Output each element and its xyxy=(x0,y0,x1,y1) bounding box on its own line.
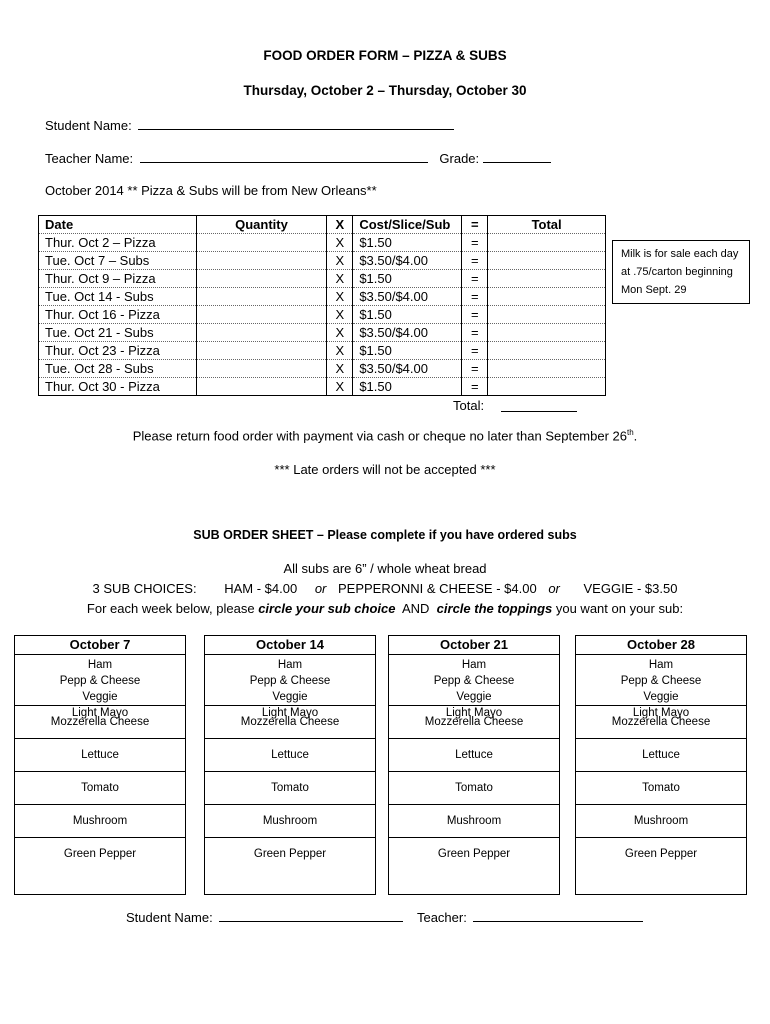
choice-ham: HAM - $4.00 xyxy=(224,581,298,596)
week-label: October 14 xyxy=(205,636,375,655)
order-date: Tue. Oct 28 - Subs xyxy=(39,360,197,378)
return-text: Please return food order with payment via cash or cheque no later than September 26 xyxy=(132,428,627,444)
order-date: Thur. Oct 9 – Pizza xyxy=(39,270,197,288)
order-date: Thur. Oct 2 – Pizza xyxy=(39,234,197,252)
equals-sign: = xyxy=(462,252,488,270)
times-sign: X xyxy=(327,306,353,324)
quantity-cell[interactable] xyxy=(196,360,327,378)
order-date: Thur. Oct 16 - Pizza xyxy=(39,306,197,324)
order-table-header xyxy=(39,216,606,234)
times-sign: X xyxy=(327,288,353,306)
sub-choice-list xyxy=(15,655,185,719)
topping-option[interactable]: Lettuce xyxy=(15,738,185,771)
week-label: October 28 xyxy=(576,636,746,655)
week-box xyxy=(388,635,560,895)
quantity-cell[interactable] xyxy=(196,270,327,288)
topping-option[interactable]: Light Mayo xyxy=(71,707,129,719)
header-quantity: Quantity xyxy=(196,216,327,234)
order-row xyxy=(39,324,606,342)
cost-cell: $1.50 xyxy=(353,234,462,252)
or-text: or xyxy=(314,581,327,596)
week-box xyxy=(14,635,186,895)
equals-sign: = xyxy=(462,270,488,288)
milk-note-line: Milk is for sale each day xyxy=(621,248,739,260)
topping-option[interactable]: Mushroom xyxy=(15,804,185,837)
topping-option[interactable]: Mozzerella Cheese xyxy=(15,705,185,738)
equals-sign: = xyxy=(462,342,488,360)
student-name-field[interactable] xyxy=(138,117,454,130)
teacher-name-row xyxy=(45,150,551,166)
sub-choice-option[interactable]: Pepp & Cheese xyxy=(433,675,515,687)
header-cost: Cost/Slice/Sub xyxy=(353,216,462,234)
topping-option[interactable]: Mozzerella Cheese xyxy=(576,705,746,738)
form-title: FOOD ORDER FORM – PIZZA & SUBS xyxy=(263,48,507,63)
sub-choice-list xyxy=(576,655,746,719)
choice-veggie: VEGGIE - $3.50 xyxy=(583,581,678,596)
sub-choices xyxy=(0,581,770,596)
return-superscript: th xyxy=(627,428,634,437)
row-total-cell[interactable] xyxy=(488,324,606,342)
sub-choice-option[interactable]: Veggie xyxy=(456,691,492,703)
header-equals: = xyxy=(462,216,488,234)
cost-cell: $1.50 xyxy=(353,378,462,396)
late-orders-notice: *** Late orders will not be accepted *** xyxy=(274,462,496,477)
topping-option[interactable]: Lettuce xyxy=(576,738,746,771)
grade-label: Grade: xyxy=(439,151,480,166)
cost-cell: $1.50 xyxy=(353,342,462,360)
topping-option[interactable]: Mushroom xyxy=(389,804,559,837)
milk-note-line: Mon Sept. 29 xyxy=(621,284,687,296)
equals-sign: = xyxy=(462,306,488,324)
order-row xyxy=(39,342,606,360)
row-total-cell[interactable] xyxy=(488,252,606,270)
times-sign: X xyxy=(327,324,353,342)
student-name-label: Student Name: xyxy=(45,118,132,133)
topping-option[interactable]: Tomato xyxy=(576,771,746,804)
topping-option[interactable]: Light Mayo xyxy=(445,707,503,719)
teacher-name-label: Teacher Name: xyxy=(45,151,134,166)
quantity-cell[interactable] xyxy=(196,234,327,252)
quantity-cell[interactable] xyxy=(196,306,327,324)
grade-field[interactable] xyxy=(483,150,551,163)
row-total-cell[interactable] xyxy=(488,378,606,396)
order-row xyxy=(39,306,606,324)
order-date: Tue. Oct 7 – Subs xyxy=(39,252,197,270)
equals-sign: = xyxy=(462,360,488,378)
row-total-cell[interactable] xyxy=(488,288,606,306)
bottom-teacher-field[interactable] xyxy=(473,909,643,922)
times-sign: X xyxy=(327,270,353,288)
topping-option[interactable]: Mozzerella Cheese xyxy=(205,705,375,738)
instr-text: AND xyxy=(395,601,437,616)
sub-choice-option[interactable]: Pepp & Cheese xyxy=(59,675,141,687)
equals-sign: = xyxy=(462,234,488,252)
week-box xyxy=(204,635,376,895)
bottom-student-field[interactable] xyxy=(219,909,403,922)
order-table xyxy=(38,215,606,396)
topping-option[interactable]: Light Mayo xyxy=(261,707,319,719)
grand-total-label: Total: xyxy=(453,398,485,413)
order-row xyxy=(39,234,606,252)
topping-option[interactable]: Tomato xyxy=(389,771,559,804)
instr-text: For each week below, please xyxy=(86,601,259,616)
topping-option[interactable]: Tomato xyxy=(15,771,185,804)
topping-option[interactable]: Mushroom xyxy=(205,804,375,837)
order-row xyxy=(39,378,606,396)
sub-choice-option[interactable]: Ham xyxy=(277,659,303,671)
student-name-row xyxy=(45,117,454,133)
quantity-cell[interactable] xyxy=(196,378,327,396)
sub-choice-option[interactable]: Veggie xyxy=(272,691,308,703)
topping-option[interactable]: Green Pepper xyxy=(389,837,559,870)
order-row xyxy=(39,288,606,306)
sub-choice-option[interactable]: Ham xyxy=(461,659,487,671)
return-instructions xyxy=(0,428,770,443)
order-row xyxy=(39,360,606,378)
cost-cell: $3.50/$4.00 xyxy=(353,288,462,306)
cost-cell: $3.50/$4.00 xyxy=(353,324,462,342)
row-total-cell[interactable] xyxy=(488,306,606,324)
instr-emphasis: circle your sub choice xyxy=(258,601,396,616)
order-row xyxy=(39,270,606,288)
choice-pepperoni: PEPPERONNI & CHEESE - $4.00 xyxy=(338,581,537,596)
header-date: Date xyxy=(39,216,197,234)
form-date-range: Thursday, October 2 – Thursday, October 30 xyxy=(243,83,527,98)
sub-choice-option[interactable]: Veggie xyxy=(82,691,118,703)
equals-sign: = xyxy=(462,324,488,342)
topping-option[interactable]: Mozzerella Cheese xyxy=(389,705,559,738)
times-sign: X xyxy=(327,252,353,270)
topping-option[interactable]: Green Pepper xyxy=(205,837,375,870)
bottom-teacher-label: Teacher: xyxy=(416,910,467,925)
header-times: X xyxy=(327,216,353,234)
topping-option[interactable]: Green Pepper xyxy=(15,837,185,870)
cost-cell: $1.50 xyxy=(353,270,462,288)
week-label: October 7 xyxy=(15,636,185,655)
cost-cell: $3.50/$4.00 xyxy=(353,360,462,378)
bottom-student-label: Student Name: xyxy=(126,910,213,925)
return-end: . xyxy=(633,428,638,444)
bottom-signature-row xyxy=(126,909,643,925)
sub-choices-label: 3 SUB CHOICES: xyxy=(92,581,197,596)
instr-emphasis: circle the toppings xyxy=(436,601,553,616)
topping-option[interactable]: Lettuce xyxy=(205,738,375,771)
instr-text: you want on your sub: xyxy=(552,601,684,616)
topping-option[interactable]: Tomato xyxy=(205,771,375,804)
vendor-notice: October 2014 ** Pizza & Subs will be from New Orleans** xyxy=(45,183,377,198)
week-label: October 21 xyxy=(389,636,559,655)
bread-note: All subs are 6” / whole wheat bread xyxy=(283,561,487,576)
or-text: or xyxy=(548,581,560,596)
week-box xyxy=(575,635,747,895)
quantity-cell[interactable] xyxy=(196,324,327,342)
sub-instructions xyxy=(0,601,770,616)
sub-choice-option[interactable]: Ham xyxy=(87,659,113,671)
quantity-cell[interactable] xyxy=(196,288,327,306)
sub-choice-option[interactable]: Pepp & Cheese xyxy=(249,675,331,687)
milk-note xyxy=(612,240,750,304)
sub-choice-option[interactable]: Pepp & Cheese xyxy=(620,675,702,687)
row-total-cell[interactable] xyxy=(488,360,606,378)
header-total: Total xyxy=(488,216,606,234)
row-total-cell[interactable] xyxy=(488,342,606,360)
order-date: Thur. Oct 23 - Pizza xyxy=(39,342,197,360)
quantity-cell[interactable] xyxy=(196,252,327,270)
topping-option[interactable]: Light Mayo xyxy=(632,707,690,719)
order-row xyxy=(39,252,606,270)
times-sign: X xyxy=(327,378,353,396)
cost-cell: $1.50 xyxy=(353,306,462,324)
row-total-cell[interactable] xyxy=(488,270,606,288)
times-sign: X xyxy=(327,342,353,360)
topping-option[interactable]: Mushroom xyxy=(576,804,746,837)
sub-choice-list xyxy=(389,655,559,719)
equals-sign: = xyxy=(462,378,488,396)
order-date: Tue. Oct 14 - Subs xyxy=(39,288,197,306)
sub-choice-option[interactable]: Ham xyxy=(648,659,674,671)
teacher-name-field[interactable] xyxy=(140,150,428,163)
sub-choice-option[interactable]: Veggie xyxy=(643,691,679,703)
times-sign: X xyxy=(327,234,353,252)
equals-sign: = xyxy=(462,288,488,306)
order-date: Tue. Oct 21 - Subs xyxy=(39,324,197,342)
quantity-cell[interactable] xyxy=(196,342,327,360)
order-date: Thur. Oct 30 - Pizza xyxy=(39,378,197,396)
topping-option[interactable]: Green Pepper xyxy=(576,837,746,870)
times-sign: X xyxy=(327,360,353,378)
grand-total-field[interactable] xyxy=(501,398,577,412)
milk-note-line: at .75/carton beginning xyxy=(621,266,733,278)
row-total-cell[interactable] xyxy=(488,234,606,252)
cost-cell: $3.50/$4.00 xyxy=(353,252,462,270)
sub-order-title: SUB ORDER SHEET – Please complete if you have ordered subs xyxy=(193,528,577,542)
topping-option[interactable]: Lettuce xyxy=(389,738,559,771)
sub-choice-list xyxy=(205,655,375,719)
